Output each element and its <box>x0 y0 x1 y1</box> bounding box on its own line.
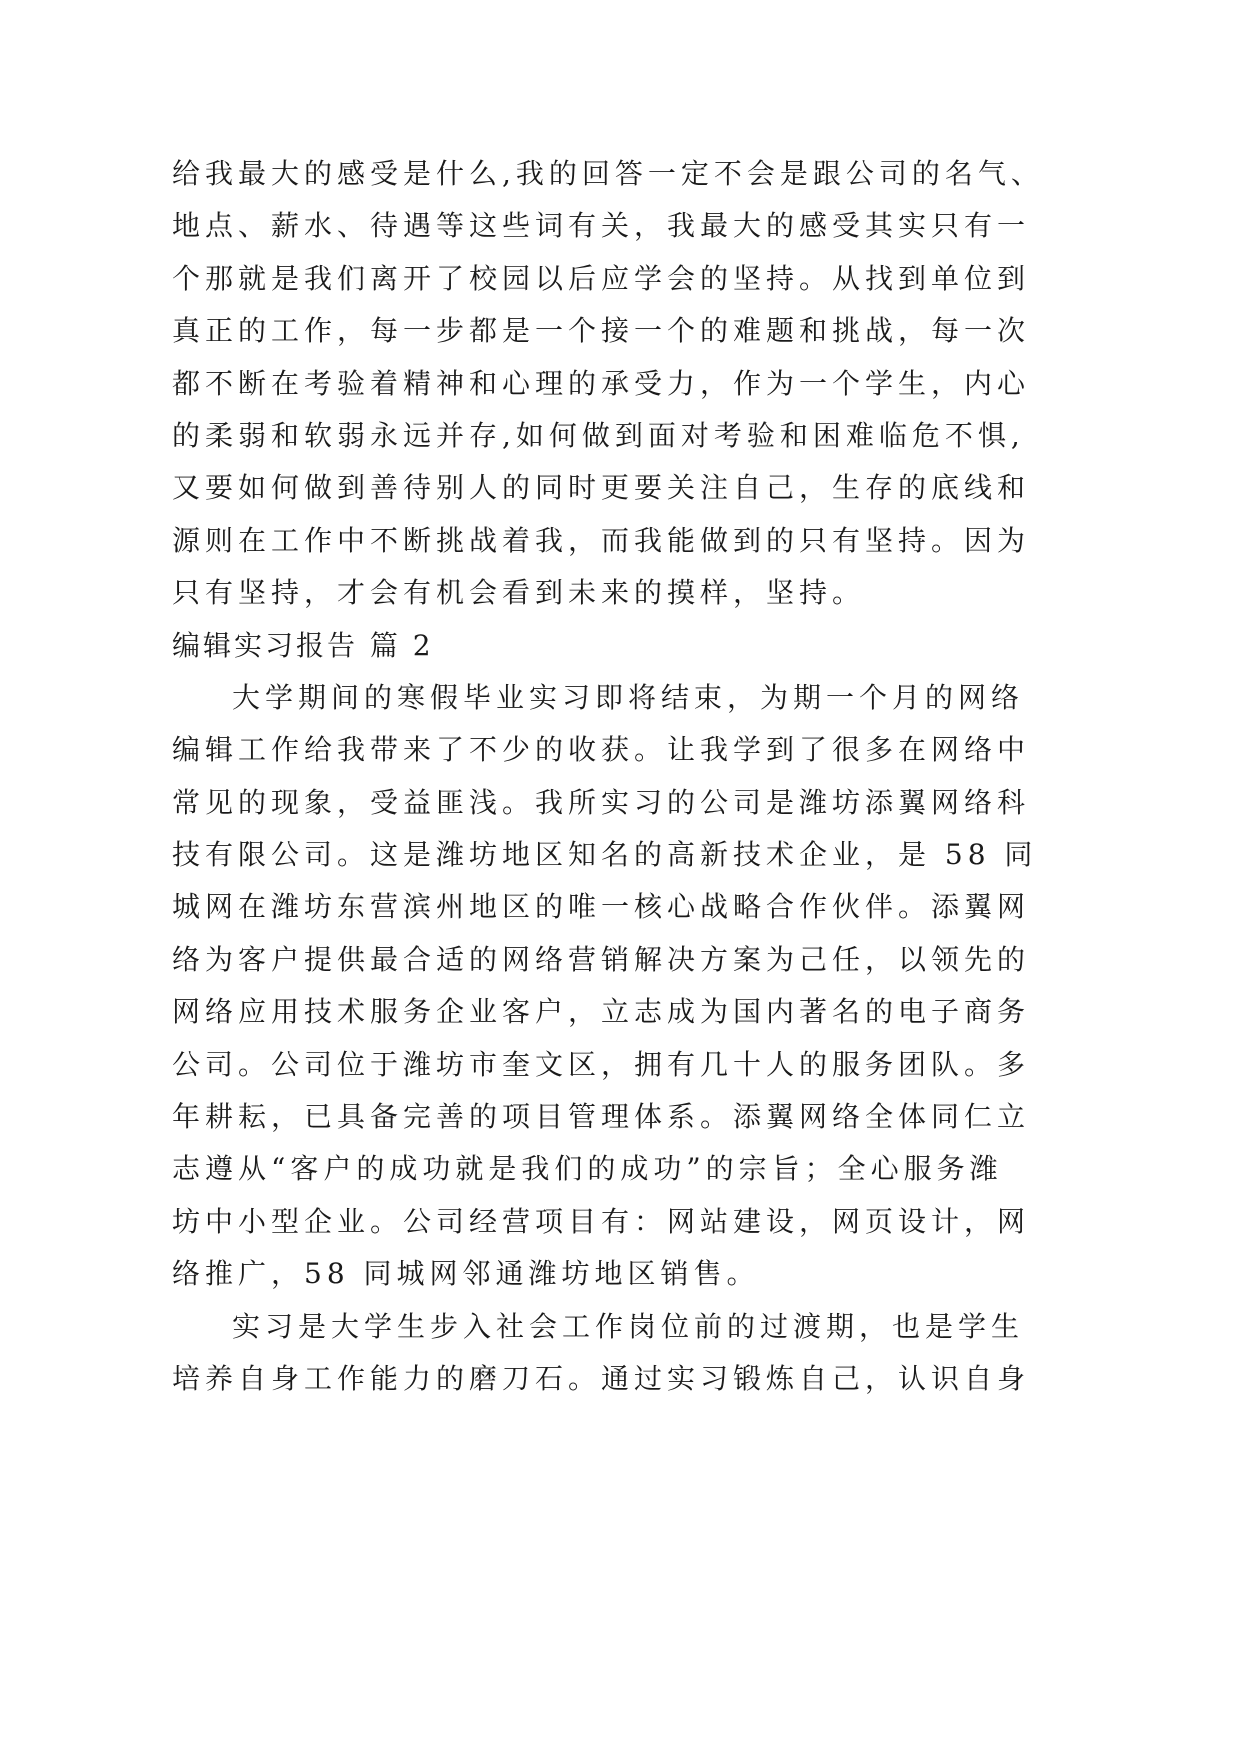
paragraph-line: 城网在潍坊东营滨州地区的唯一核心战略合作伙伴。添翼网 <box>172 890 1031 924</box>
paragraph-line: 地点、薪水、待遇等这些词有关，我最大的感受其实只有一 <box>172 209 1031 243</box>
section-heading: 编辑实习报告 篇 2 <box>172 628 434 662</box>
paragraph-line: 公司。公司位于潍坊市奎文区，拥有几十人的服务团队。多 <box>172 1047 1031 1081</box>
paragraph-line: 常见的现象，受益匪浅。我所实习的公司是潍坊添翼网络科 <box>172 785 1031 819</box>
paragraph-line: 源则在工作中不断挑战着我，而我能做到的只有坚持。因为 <box>172 523 1031 557</box>
paragraph-line: 实习是大学生步入社会工作岗位前的过渡期，也是学生 <box>232 1309 1025 1343</box>
paragraph-line: 大学期间的寒假毕业实习即将结束，为期一个月的网络 <box>232 680 1025 714</box>
paragraph-line: 又要如何做到善待别人的同时更要关注自己，生存的底线和 <box>172 471 1031 505</box>
paragraph-line: 只有坚持，才会有机会看到未来的摸样，坚持。 <box>172 576 866 610</box>
paragraph-line: 络为客户提供最合适的网络营销解决方案为己任，以领先的 <box>172 942 1031 976</box>
paragraph-line: 网络应用技术服务企业客户，立志成为国内著名的电子商务 <box>172 995 1031 1029</box>
paragraph-line: 年耕耘，已具备完善的项目管理体系。添翼网络全体同仁立 <box>172 1100 1031 1134</box>
paragraph-line: 技有限公司。这是潍坊地区知名的高新技术企业，是 58 同 <box>172 838 1038 872</box>
paragraph-line: 给我最大的感受是什么,我的回答一定不会是跟公司的名气、 <box>172 157 1044 190</box>
document-body <box>172 148 1044 1405</box>
paragraph-line: 坊中小型企业。公司经营项目有：网站建设，网页设计，网 <box>172 1204 1031 1238</box>
paragraph-line: 的柔弱和软弱永远并存,如何做到面对考验和困难临危不惧, <box>172 418 1025 452</box>
paragraph-line: 培养自身工作能力的磨刀石。通过实习锻炼自己，认识自身 <box>172 1361 1031 1395</box>
paragraph-line: 编辑工作给我带来了不少的收获。让我学到了很多在网络中 <box>172 733 1031 767</box>
paragraph-line: 个那就是我们离开了校园以后应学会的坚持。从找到单位到 <box>172 261 1031 295</box>
paragraph-line: 真正的工作，每一步都是一个接一个的难题和挑战，每一次 <box>172 314 1031 348</box>
paragraph-line: 都不断在考验着精神和心理的承受力，作为一个学生，内心 <box>172 366 1031 400</box>
paragraph-line: 志遵从“客户的成功就是我们的成功”的宗旨；全心服务潍 <box>172 1152 1003 1186</box>
paragraph-line: 络推广，58 同城网邻通潍坊地区销售。 <box>172 1257 760 1291</box>
